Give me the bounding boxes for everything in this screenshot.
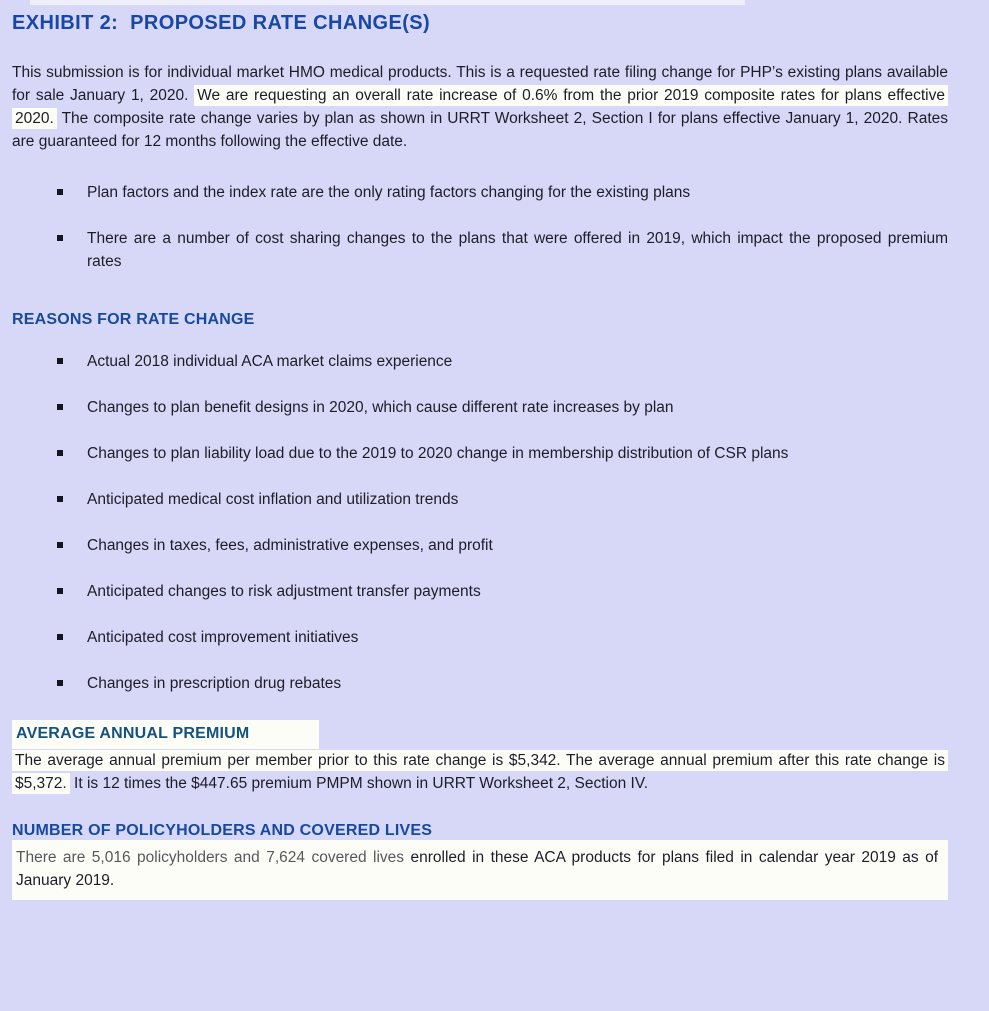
list-item bbox=[12, 350, 948, 373]
intro-paragraph bbox=[12, 61, 948, 153]
reasons-bullet-list bbox=[12, 350, 948, 695]
premium-text: It is 12 times the $447.65 premium PMPM shown in URRT Worksheet 2, Section IV. bbox=[69, 775, 649, 792]
intro-text-continued: The composite rate change varies by plan as shown in URRT Worksheet 2, Section I for plans effective January 1, 2020. Rates are guaranteed for 12 months following the effective date. bbox=[12, 110, 948, 150]
premium-highlighted-text: The average annual premium per member prior to this rate change is $5,342. The average annual premium after this rate change is $5,372. bbox=[12, 750, 948, 794]
premium-section-header bbox=[12, 720, 948, 749]
premium-header-highlight: AVERAGE ANNUAL PREMIUM bbox=[12, 720, 319, 749]
policyholders-paragraph bbox=[12, 840, 948, 900]
bullet-square-icon bbox=[57, 588, 63, 594]
bullet-square-icon bbox=[57, 235, 63, 241]
list-item bbox=[12, 626, 948, 649]
bullet-square-icon bbox=[57, 496, 63, 502]
bullet-text: Plan factors and the index rate are the only rating factors changing for the existing plans bbox=[87, 184, 691, 201]
premium-paragraph bbox=[12, 749, 948, 795]
page-title: EXHIBIT 2: PROPOSED RATE CHANGE(S) bbox=[12, 12, 431, 34]
bullet-text: Changes to plan benefit designs in 2020, which cause different rate increases by plan bbox=[87, 399, 674, 416]
bullet-square-icon bbox=[57, 680, 63, 686]
list-item bbox=[12, 181, 948, 204]
list-item bbox=[12, 442, 948, 465]
reasons-section-header: REASONS FOR RATE CHANGE bbox=[12, 311, 255, 328]
bullet-square-icon bbox=[57, 404, 63, 410]
list-item bbox=[12, 534, 948, 557]
bullet-text: Actual 2018 individual ACA market claims experience bbox=[87, 353, 453, 370]
top-highlight-remnant bbox=[30, 0, 745, 5]
bullet-square-icon bbox=[57, 189, 63, 195]
intro-highlighted-text: We are requesting an overall rate increase of 0.6% from the prior 2019 composite rates for plans effective 2020. bbox=[12, 85, 948, 129]
bullet-text: Changes in prescription drug rebates bbox=[87, 675, 342, 692]
bullet-text: Changes in taxes, fees, administrative expenses, and profit bbox=[87, 537, 493, 554]
bullet-square-icon bbox=[57, 450, 63, 456]
bullet-square-icon bbox=[57, 542, 63, 548]
bullet-square-icon bbox=[57, 358, 63, 364]
list-item bbox=[12, 672, 948, 695]
policyholders-text: enrolled in these ACA products for plans filed in calendar year 2019 as of January 2019. bbox=[16, 849, 939, 889]
list-item bbox=[12, 227, 948, 273]
intro-text: This submission is for individual market HMO medical products. This is a requested rate filing change for PHP’s existing plans available for sale January 1, 2020. bbox=[12, 64, 948, 104]
bullet-text: Changes to plan liability load due to the 2019 to 2020 change in membership distribution of CSR plans bbox=[87, 445, 789, 462]
bullet-text: Anticipated cost improvement initiatives bbox=[87, 629, 359, 646]
list-item bbox=[12, 488, 948, 511]
list-item bbox=[12, 396, 948, 419]
list-item bbox=[12, 580, 948, 603]
policyholders-section-header: NUMBER OF POLICYHOLDERS AND COVERED LIVES bbox=[12, 822, 433, 839]
bullet-text: Anticipated changes to risk adjustment transfer payments bbox=[87, 583, 481, 600]
bullet-text: There are a number of cost sharing changes to the plans that were offered in 2019, which impact the proposed premium rates bbox=[87, 230, 948, 270]
policyholders-gray-text: There are 5,016 policyholders and 7,624 covered lives bbox=[16, 849, 405, 866]
bullet-square-icon bbox=[57, 634, 63, 640]
intro-bullet-list bbox=[12, 181, 948, 273]
bullet-text: Anticipated medical cost inflation and utilization trends bbox=[87, 491, 459, 508]
